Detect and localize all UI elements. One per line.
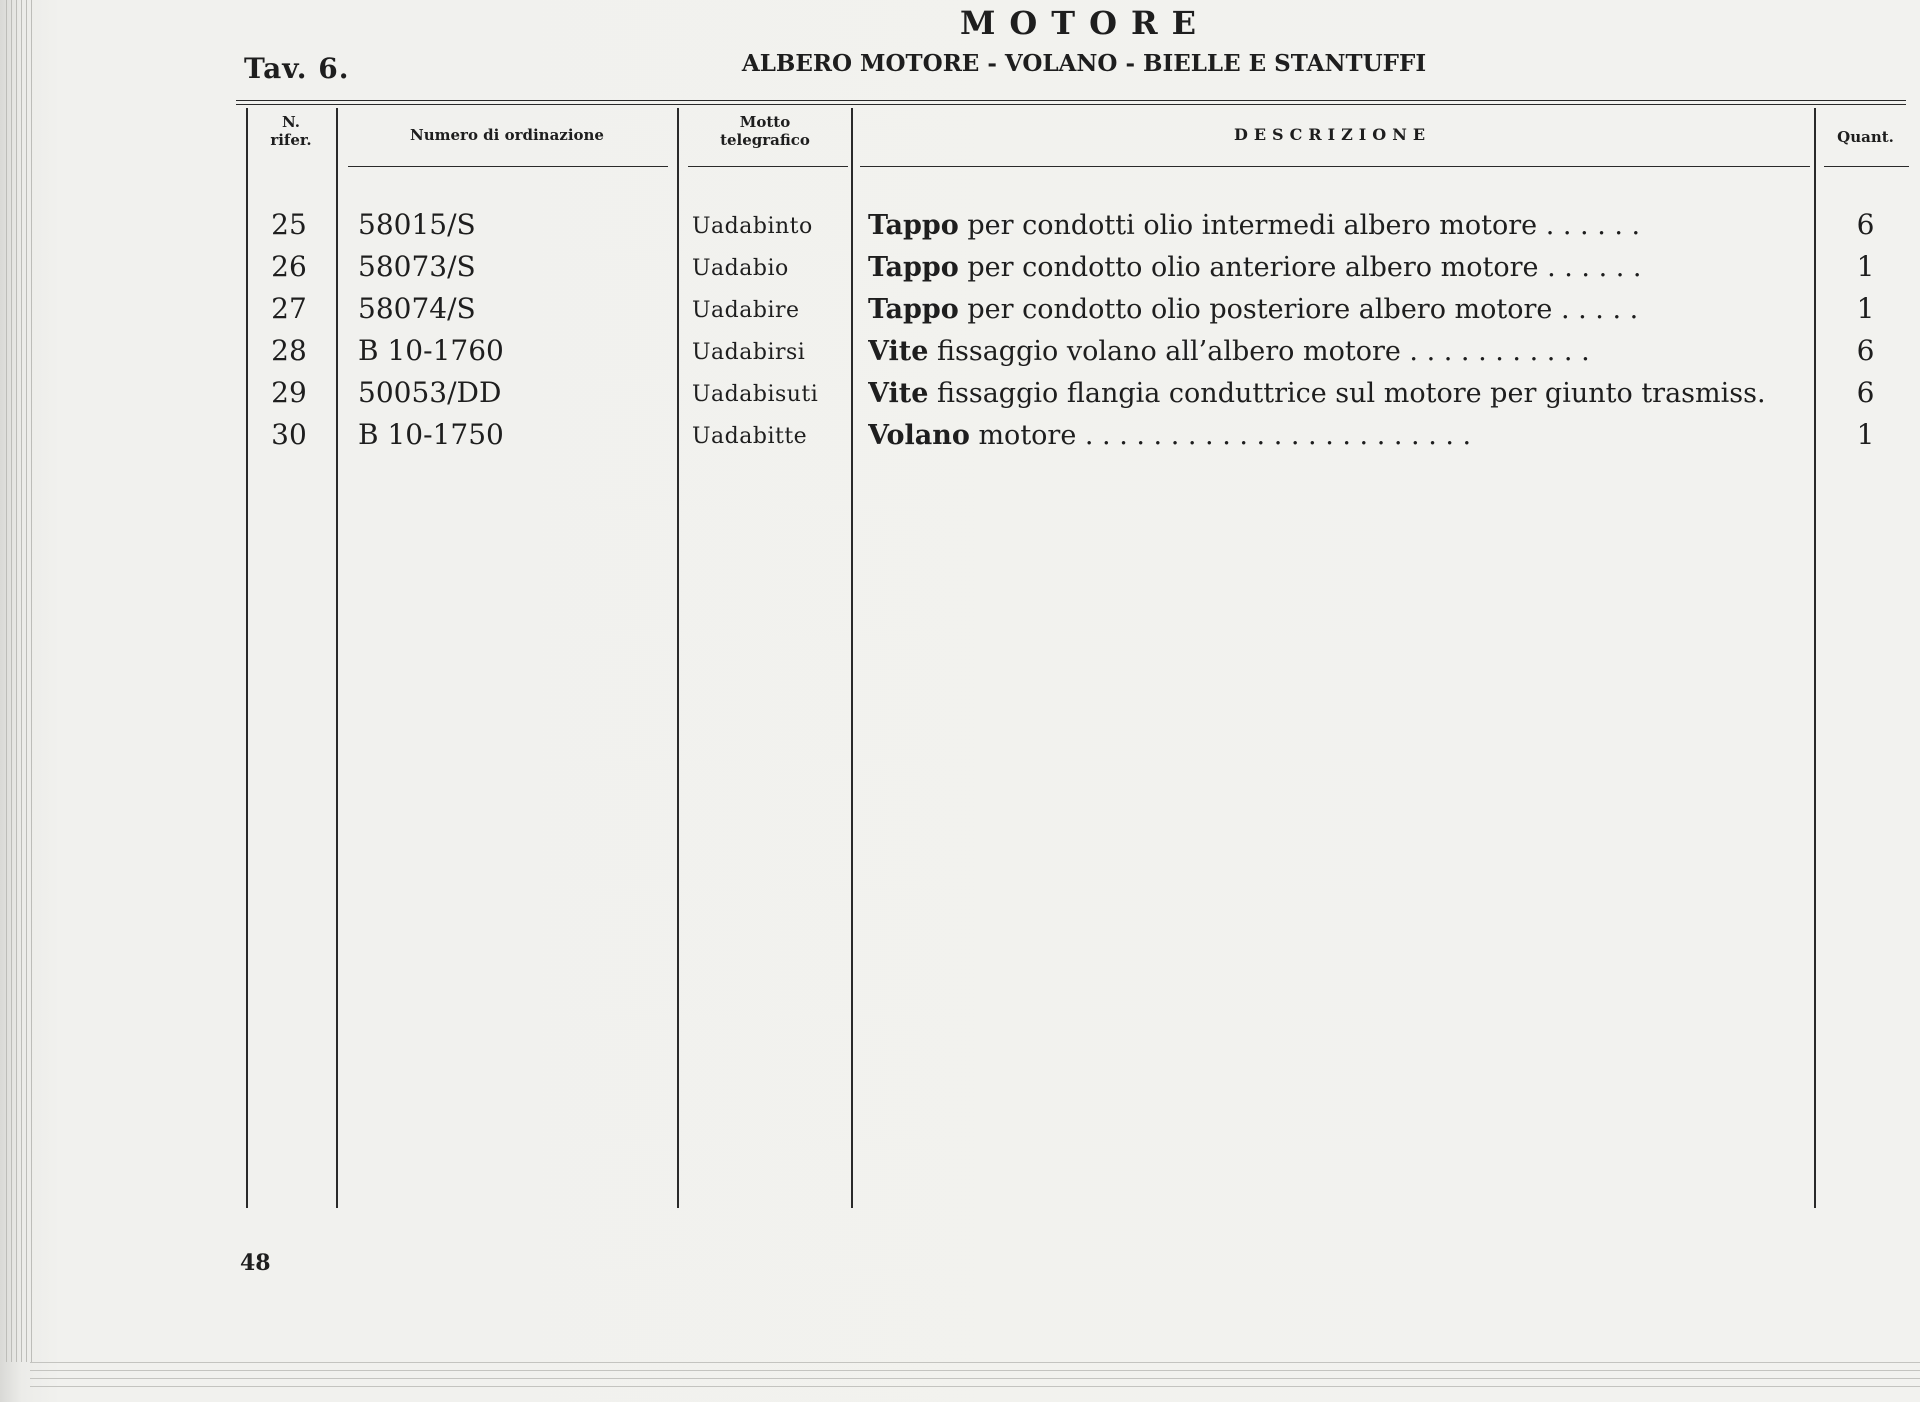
cell-order-number: 58015/S: [358, 208, 476, 241]
page-edge-line: [30, 1362, 1920, 1363]
page-edge-line: [30, 1370, 1920, 1371]
cell-telegraphic-code: Uadabirsi: [692, 340, 806, 365]
page-number: 48: [240, 1250, 271, 1276]
cell-ref: 25: [271, 208, 307, 241]
description-keyword: Vite: [868, 378, 929, 409]
page-subtitle: ALBERO MOTORE - VOLANO - BIELLE E STANTUFFI: [741, 50, 1427, 77]
table-row: [0, 418, 1920, 460]
column-header-code: [681, 113, 849, 149]
description-text: per condotto olio posteriore albero motore . . . . .: [958, 294, 1639, 325]
cell-telegraphic-code: Uadabisuti: [692, 382, 819, 407]
cell-description: [868, 252, 1788, 283]
cell-ref: 26: [271, 250, 307, 283]
cell-quantity: 1: [1856, 418, 1875, 451]
cell-description: [868, 294, 1788, 325]
cell-order-number: 58074/S: [358, 292, 476, 325]
cell-quantity: 1: [1856, 292, 1875, 325]
cell-order-number: 58073/S: [358, 250, 476, 283]
column-header-description: DESCRIZIONE: [1233, 125, 1432, 144]
cell-ref: 30: [271, 418, 307, 451]
table-row: [0, 250, 1920, 292]
cell-ref: 27: [271, 292, 307, 325]
cell-description: [868, 336, 1788, 367]
description-keyword: Tappo: [868, 294, 959, 325]
cell-description: [868, 378, 1788, 409]
description-text: per condotto olio anteriore albero motore . . . . . .: [958, 252, 1642, 283]
table-row: [0, 208, 1920, 250]
table-row: [0, 376, 1920, 418]
header-rule: [236, 100, 1906, 101]
column-header-ref-line2: rifer.: [270, 131, 312, 149]
cell-description: [868, 420, 1788, 451]
column-header-ref-line1: N.: [282, 113, 300, 131]
description-keyword: Tappo: [868, 252, 959, 283]
header-underline: [688, 166, 848, 167]
cell-quantity: 6: [1856, 208, 1875, 241]
cell-order-number: 50053/DD: [358, 376, 502, 409]
cell-ref: 28: [271, 334, 307, 367]
description-text: fissaggio flangia conduttrice sul motore per giunto trasmiss.: [928, 378, 1766, 409]
column-header-ref: [250, 113, 332, 149]
cell-telegraphic-code: Uadabio: [692, 256, 789, 281]
table-row: [0, 292, 1920, 334]
description-text: fissaggio volano all’albero motore . . . . . . . . . . .: [928, 336, 1590, 367]
page-edge-line: [30, 1378, 1920, 1379]
cell-ref: 29: [271, 376, 307, 409]
description-keyword: Vite: [868, 336, 929, 367]
header-rule: [236, 104, 1906, 105]
cell-telegraphic-code: Uadabitte: [692, 424, 808, 449]
header-underline: [1824, 166, 1909, 167]
cell-quantity: 1: [1856, 250, 1875, 283]
cell-description: [868, 210, 1788, 241]
cell-quantity: 6: [1856, 334, 1875, 367]
description-text: motore . . . . . . . . . . . . . . . . . . . . . . .: [969, 420, 1472, 451]
table-row: [0, 334, 1920, 376]
page-edge-line: [30, 1386, 1920, 1387]
header-underline: [348, 166, 668, 167]
section-title: MOTORE: [960, 4, 1210, 42]
column-header-order: Numero di ordinazione: [410, 126, 604, 144]
column-header-code-line2: telegrafico: [720, 131, 810, 149]
cell-telegraphic-code: Uadabinto: [692, 214, 813, 239]
description-text: per condotti olio intermedi albero motore . . . . . .: [958, 210, 1641, 241]
cell-quantity: 6: [1856, 376, 1875, 409]
cell-telegraphic-code: Uadabire: [692, 298, 800, 323]
cell-order-number: B 10-1760: [358, 334, 504, 367]
description-keyword: Tappo: [868, 210, 959, 241]
description-keyword: Volano: [868, 420, 970, 451]
column-header-code-line1: Motto: [739, 113, 791, 131]
table-label: Tav. 6.: [244, 52, 350, 85]
cell-order-number: B 10-1750: [358, 418, 504, 451]
header-underline: [860, 166, 1810, 167]
column-header-qty: Quant.: [1837, 128, 1894, 146]
